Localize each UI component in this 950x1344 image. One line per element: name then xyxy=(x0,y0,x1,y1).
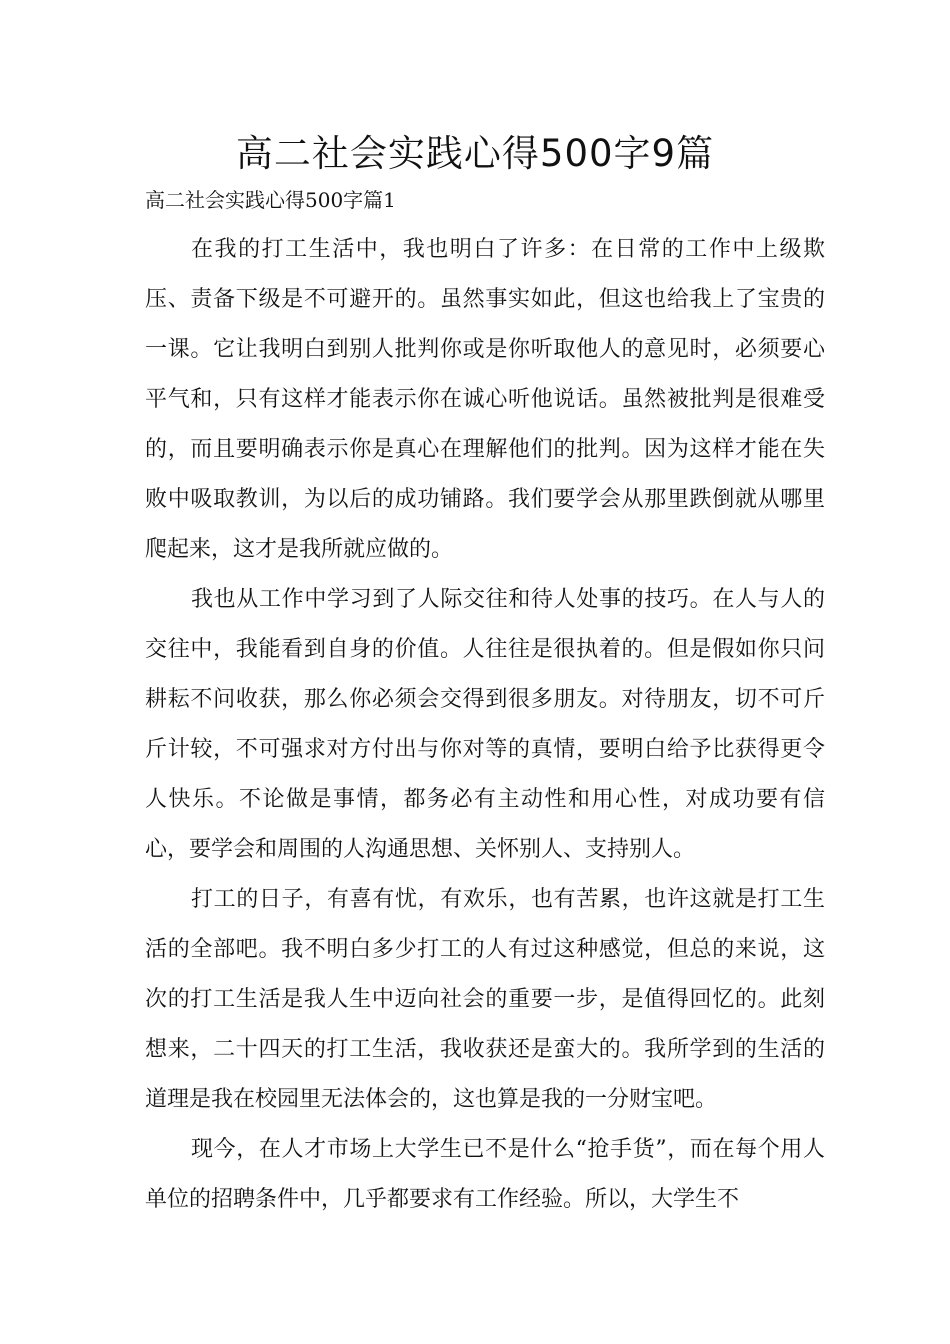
paragraph: 现今，在人才市场上大学生已不是什么“抢手货”，而在每个用人单位的招聘条件中，几乎都要求有工作经验。所以，大学生不 xyxy=(145,1137,825,1212)
paragraph: 我也从工作中学习到了人际交往和待人处事的技巧。在人与人的交往中，我能看到自身的价值。人往往是很执着的。但是假如你只问耕耘不问收获，那么你必须会交得到很多朋友。对待朋友，切不可斤斤计较，不可强求对方付出与你对等的真情，要明白给予比获得更令人快乐。不论做是事情，都务必有主动性和用心性，对成功要有信心，要学会和周围的人沟通思想、关怀别人、支持别人。 xyxy=(145,587,825,862)
document-title: 高二社会实践心得500字9篇 xyxy=(235,132,715,175)
section-title: 高二社会实践心得500字篇1 xyxy=(145,188,396,212)
document-body xyxy=(145,225,825,1225)
paragraph: 打工的日子，有喜有忧，有欢乐，也有苦累，也许这就是打工生活的全部吧。我不明白多少打工的人有过这种感觉，但总的来说，这次的打工生活是我人生中迈向社会的重要一步，是值得回忆的。此刻想来，二十四天的打工生活，我收获还是蛮大的。我所学到的生活的道理是我在校园里无法体会的，这也算是我的一分财宝吧。 xyxy=(145,887,825,1112)
paragraph: 在我的打工生活中，我也明白了许多：在日常的工作中上级欺压、责备下级是不可避开的。虽然事实如此，但这也给我上了宝贵的一课。它让我明白到别人批判你或是你听取他人的意见时，必须要心平气和，只有这样才能表示你在诚心听他说话。虽然被批判是很难受的，而且要明确表示你是真心在理解他们的批判。因为这样才能在失败中吸取教训，为以后的成功铺路。我们要学会从那里跌倒就从哪里爬起来，这才是我所就应做的。 xyxy=(145,237,825,562)
